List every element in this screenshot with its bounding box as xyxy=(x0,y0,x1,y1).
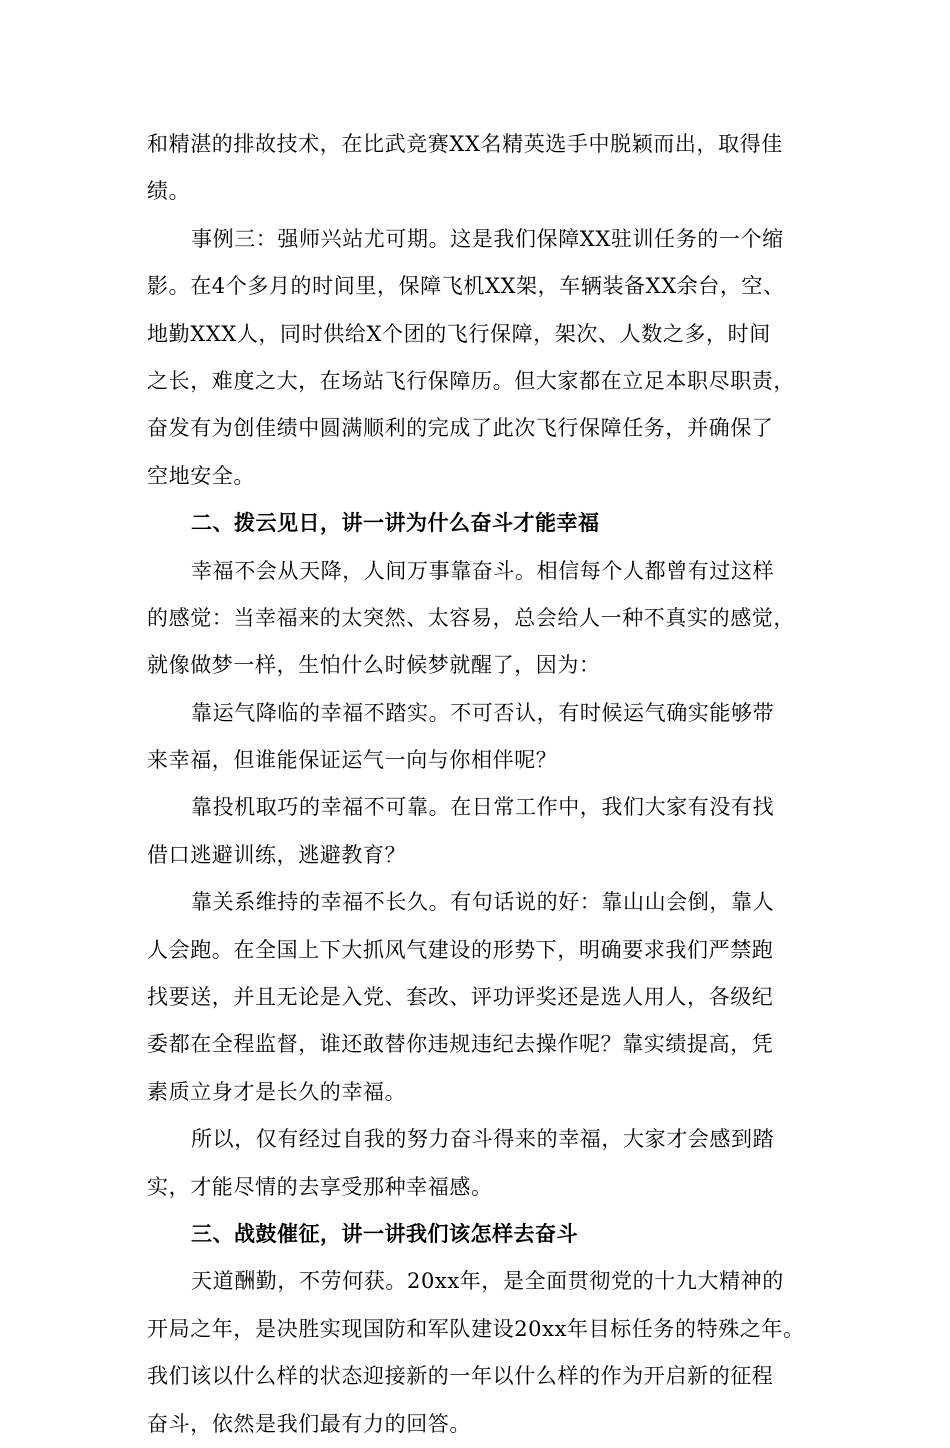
section-heading-3: 三、战鼓催征，讲一讲我们该怎样去奋斗 xyxy=(191,1221,578,1246)
body-line: 地勤XXX人，同时供给X个团的飞行保障，架次、人数之多，时间 xyxy=(147,321,771,346)
body-line: 素质立身才是长久的幸福。 xyxy=(147,1079,407,1104)
paragraph-start: 靠运气降临的幸福不踏实。不可否认，有时候运气确实能够带 xyxy=(191,700,775,725)
body-line: 就像做梦一样，生怕什么时候梦就醒了，因为： xyxy=(147,653,601,678)
body-line: 借口逃避训练，逃避教育？ xyxy=(147,842,407,867)
section-heading-2: 二、拨云见日，讲一讲为什么奋斗才能幸福 xyxy=(191,511,600,536)
body-line: 实，才能尽情的去享受那种幸福感。 xyxy=(147,1174,493,1199)
paragraph-start: 天道酬勤，不劳何获。20xx年，是全面贯彻党的十九大精神的 xyxy=(191,1269,784,1294)
body-line: 找要送，并且无论是入党、套改、评功评奖还是选人用人，各级纪 xyxy=(147,985,774,1010)
body-line: 人会跑。在全国上下大抓风气建设的形势下，明确要求我们严禁跑 xyxy=(147,937,774,962)
paragraph-start: 靠投机取巧的幸福不可靠。在日常工作中，我们大家有没有找 xyxy=(191,795,775,820)
body-line: 奋斗，依然是我们最有力的回答。 xyxy=(147,1411,471,1436)
body-line: 影。在4个多月的时间里，保障飞机XX架，车辆装备XX余台，空、 xyxy=(147,274,785,299)
body-line: 奋发有为创佳绩中圆满顺利的完成了此次飞行保障任务，并确保了 xyxy=(147,416,774,441)
body-line: 来幸福，但谁能保证运气一向与你相伴呢？ xyxy=(147,748,558,773)
body-line: 的感觉：当幸福来的太突然、太容易，总会给人一种不真实的感觉， xyxy=(147,605,795,630)
paragraph-start: 靠关系维持的幸福不长久。有句话说的好：靠山山会倒，靠人 xyxy=(191,890,775,915)
paragraph-start: 所以，仅有经过自我的努力奋斗得来的幸福，大家才会感到踏 xyxy=(191,1127,775,1152)
body-line: 我们该以什么样的状态迎接新的一年以什么样的作为开启新的征程 xyxy=(147,1364,774,1389)
paragraph-start: 幸福不会从天降，人间万事靠奋斗。相信每个人都曾有过这样 xyxy=(191,558,775,583)
body-line: 和精湛的排故技术，在比武竞赛XX名精英选手中脱颖而出，取得佳 xyxy=(147,132,783,156)
body-line: 委都在全程监督，谁还敢替你违规违纪去操作呢？靠实绩提高，凭 xyxy=(147,1032,774,1057)
body-line: 绩。 xyxy=(147,179,191,204)
document-body xyxy=(147,121,819,1448)
body-line: 之长，难度之大，在场站飞行保障历。但大家都在立足本职尽职责， xyxy=(147,368,795,393)
body-line: 开局之年，是决胜实现国防和军队建设20xx年目标任务的特殊之年。 xyxy=(147,1316,805,1341)
body-line: 空地安全。 xyxy=(147,463,255,488)
paragraph-start: 事例三：强师兴站尤可期。这是我们保障XX驻训任务的一个缩 xyxy=(191,226,784,251)
